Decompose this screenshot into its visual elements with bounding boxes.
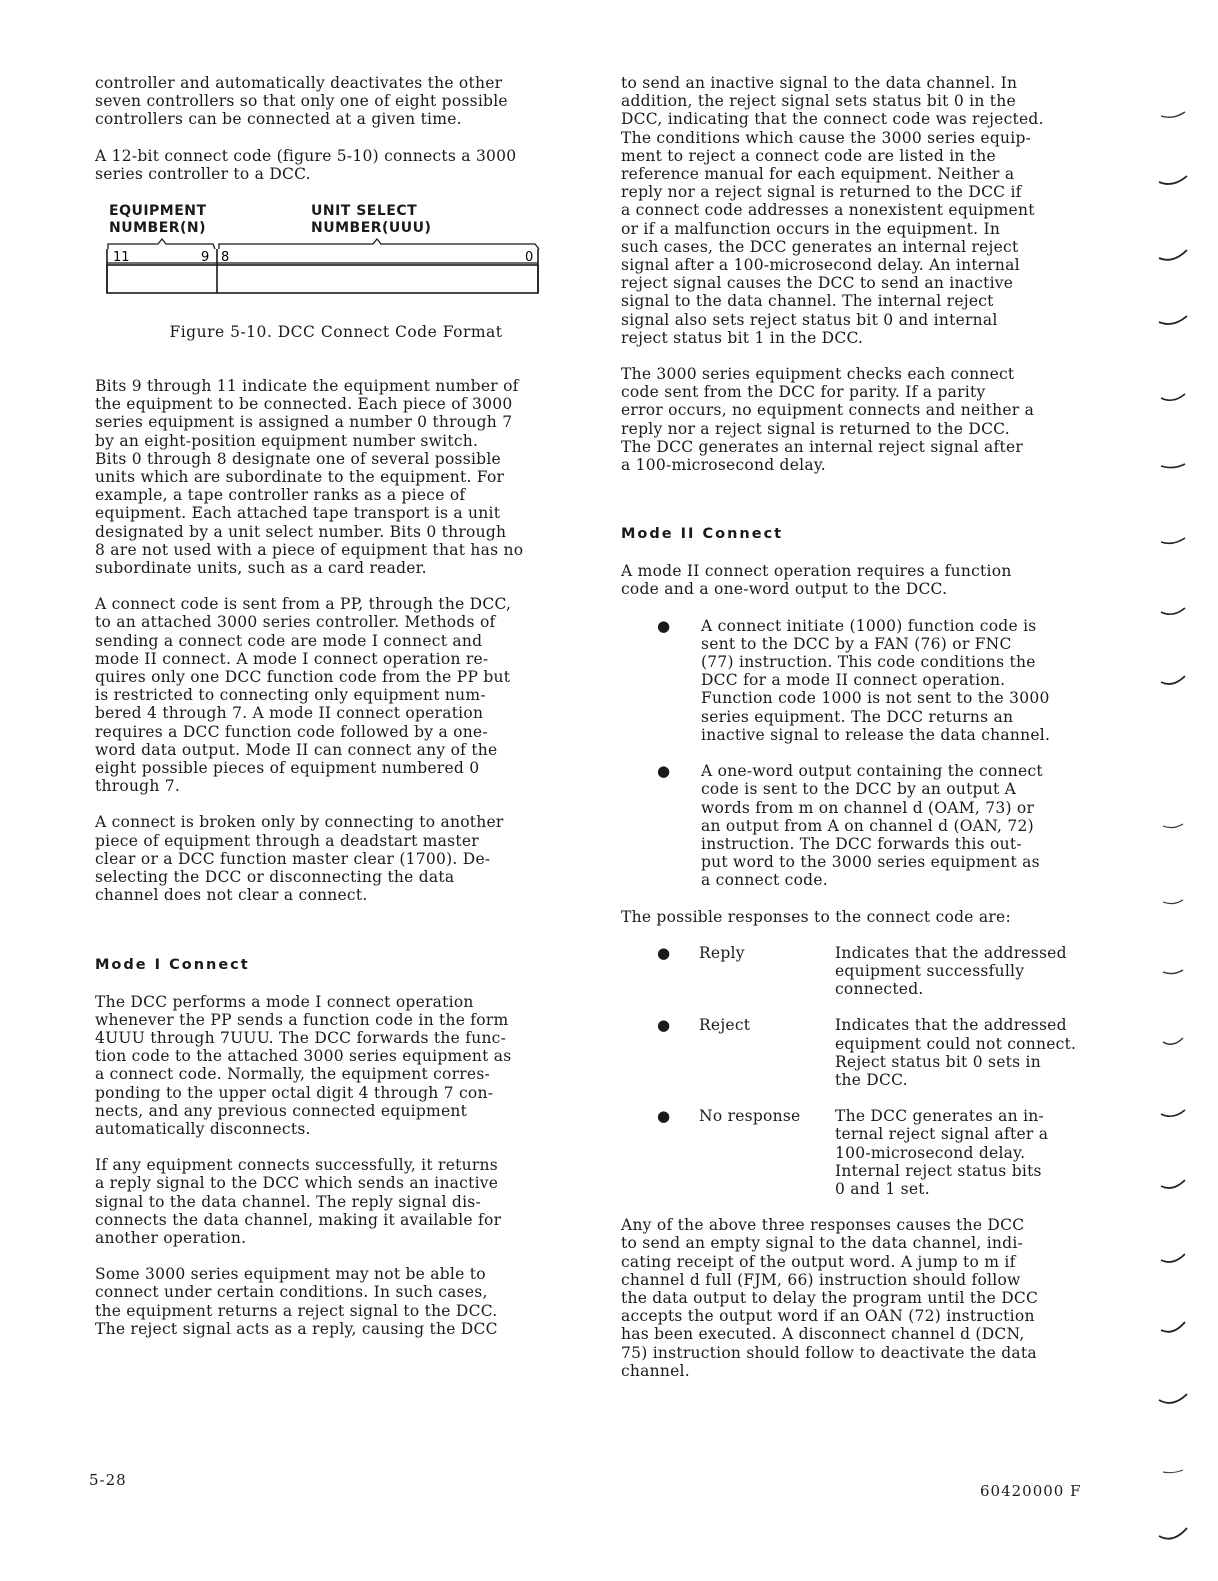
left-column	[95, 74, 577, 1338]
paragraph-reject-conditions: Some 3000 series equipment may not be able to connect under certain conditions. In such cases, the equipment returns a reject signal to the DCC. The reject signal acts as a reply, causing the DCC	[95, 1265, 498, 1338]
binding-edge-marks	[1155, 20, 1195, 1560]
response-row-reply	[657, 944, 1101, 999]
response-term: Reply	[699, 943, 745, 962]
paragraph-mode-1-operation: The DCC performs a mode I connect operation whenever the PP sends a function code in the form 4UUU through 7UUU. The DCC forwards the func- tion code to the attached 3000 series equipment as a connect code. Normally, the equipment corres- ponding to the upper octal digit 4 through 7 con- nects, and any previous connected equipment automatically disconnects.	[95, 992, 512, 1138]
heading-mode-2-connect: Mode II Connect	[621, 526, 784, 543]
bit-11-label: 11	[113, 250, 130, 266]
paragraph-reject-signal: to send an inactive signal to the data channel. In addition, the reject signal sets status bit 0 in the DCC, indicating that the connect code was rejected. The conditions which cause the 3000 series equip- ment to reject a connect code are listed in the reference manual for each equipment. Neither a reply nor a reject signal is returned to the DCC if a connect code addresses a nonexistent equipment or if a malfunction occurs in the equipment. In such cases, the DCC generates an internal reject signal after a 100-microsecond delay. An internal reject signal causes the DCC to send an inactive signal to the data channel. The internal reject signal also sets reject status bit 0 and internal reject status bit 1 in the DCC.	[621, 74, 1044, 347]
bit-field-diagram	[95, 235, 565, 305]
right-column	[621, 74, 1101, 1380]
response-description: Indicates that the addressed equipment successfully connected.	[835, 943, 1067, 999]
heading-mode-1-connect: Mode I Connect	[95, 956, 250, 973]
paragraph-controller-intro: controller and automatically deactivates the other seven controllers so that only one of eight possible controllers can be connected at a given time.	[95, 74, 508, 129]
paragraph-connect-code: A 12-bit connect code (figure 5-10) connects a 3000 series controller to a DCC.	[95, 146, 517, 183]
paragraph-connect-methods: A connect code is sent from a PP, through the DCC, to an attached 3000 series controller. Methods of sending a connect code are mode I connect and mode II connect. A mode I connect operation re- quires only one DCC function code from the PP but is restricted to connecting only equipment num- bered 4 through 7. A mode II connect operation requires a DCC function code followed by a one- word data output. Mode II can connect any of the eight possible pieces of equipment numbered 0 through 7.	[95, 595, 512, 796]
page-number: 5-28	[89, 1471, 127, 1489]
paragraph-mode-2-intro: A mode II connect operation requires a function code and a one-word output to the DCC.	[621, 562, 1012, 599]
bit-0-label: 0	[525, 250, 534, 266]
response-description: Indicates that the addressed equipment could not connect. Reject status bit 0 sets in the DCC.	[835, 1016, 1077, 1089]
bullet-icon: ●	[657, 616, 671, 635]
bullet-icon: ●	[657, 1016, 671, 1035]
bit-9-label: 9	[201, 250, 210, 266]
response-term: Reject	[699, 1016, 751, 1035]
bullet-icon: ●	[657, 1107, 671, 1126]
list-item: ● A connect initiate (1000) function code is sent to the DCC by a FAN (76) or FNC (77) instruction. This code conditions the DCC for a mode II connect operation. Function code 1000 is not sent to the 3000 series equipment. The DCC returns an inactive signal to release the data channel.	[657, 616, 1051, 744]
bullet-icon: ●	[657, 762, 671, 781]
bit-8-label: 8	[221, 250, 230, 266]
bullet-icon: ●	[657, 943, 671, 962]
response-row-reject	[657, 1016, 1101, 1089]
list-item: ● A one-word output containing the connect code is sent to the DCC by an output A words from m on channel d (OAM, 73) or an output from A on channel d (OAN, 72) instruction. The DCC forwards this out- put word to the 3000 series equipment as a connect code.	[657, 762, 1043, 890]
unit-select-label: UNIT SELECT NUMBER(UUU)	[311, 203, 432, 237]
response-row-no-response	[657, 1107, 1101, 1198]
document-number: 60420000 F	[980, 1482, 1082, 1500]
response-term: No response	[699, 1107, 801, 1126]
mode-2-steps-list	[657, 617, 1101, 890]
paragraph-empty-signal: Any of the above three responses causes the DCC to send an empty signal to the data channel, indi- cating receipt of the output word. A jump to m if channel d full (FJM, 66) instruction should follow the data output to delay the program until the DCC accepts the output word if an OAN (72) instruction has been executed. A disconnect channel d (DCN, 75) instruction should follow to deactivate the data channel.	[621, 1216, 1039, 1380]
connect-code-format-figure	[95, 203, 577, 323]
paragraph-reply-signal: If any equipment connects successfully, it returns a reply signal to the DCC which sends an inactive signal to the data channel. The reply signal dis- connects the data channel, making it available for another operation.	[95, 1156, 502, 1247]
paragraph-possible-responses: The possible responses to the connect code are:	[621, 907, 1011, 926]
figure-caption: Figure 5-10. DCC Connect Code Format	[169, 323, 503, 342]
paragraph-connect-broken: A connect is broken only by connecting to another piece of equipment through a deadstart master clear or a DCC function master clear (1700). De- selecting the DCC or disconnecting the data channel does not clear a connect.	[95, 813, 504, 905]
paragraph-bit-fields: Bits 9 through 11 indicate the equipment number of the equipment to be connected. Each piece of 3000 series equipment is assigned a number 0 through 7 by an eight-position equipment number switch. Bits 0 through 8 designate one of several possible units which are subordinate to the equipment. For example, a tape controller ranks as a piece of equipment. Each attached tape transport is a unit designated by a unit select number. Bits 0 through 8 are not used with a piece of equipment that has no subordinate units, such as a card reader.	[95, 377, 524, 578]
response-description: The DCC generates an in- ternal reject signal after a 100-microsecond delay. Internal reject status bits 0 and 1 set.	[835, 1107, 1049, 1198]
equipment-number-label: EQUIPMENT NUMBER(N)	[109, 203, 207, 237]
paragraph-parity-check: The 3000 series equipment checks each connect code sent from the DCC for parity. If a parity error occurs, no equipment connects and neither a reply nor a reject signal is returned to the DCC. The DCC generates an internal reject signal after a 100-microsecond delay.	[621, 365, 1035, 475]
